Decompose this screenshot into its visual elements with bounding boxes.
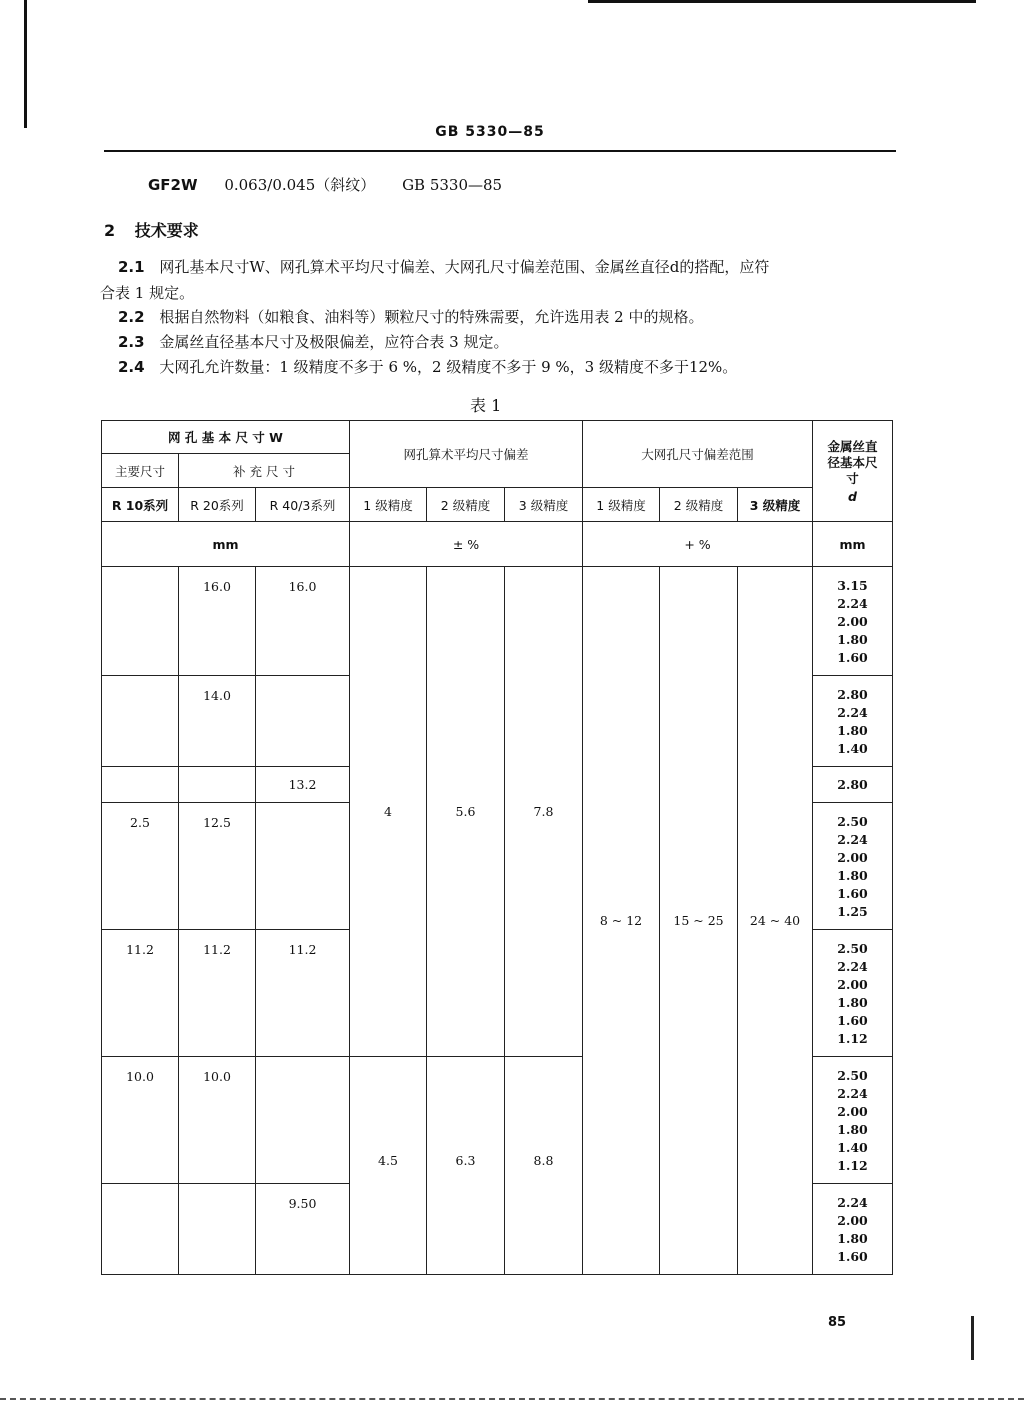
unit-plus-minus-percent: ± % — [350, 522, 583, 567]
wire-value: 2.24 — [837, 1086, 868, 1101]
wire-value: 2.24 — [837, 959, 868, 974]
running-header: GB 5330—85 — [435, 124, 545, 140]
clause-2-3 — [118, 331, 508, 352]
designation-line — [148, 174, 502, 195]
scan-edge-bottom — [0, 1398, 1024, 1402]
wire-value: 2.80 — [837, 777, 868, 792]
wire-value: 2.80 — [837, 687, 868, 702]
wire-value: 2.24 — [837, 832, 868, 847]
mean-g2-group2-value: 6.3 — [455, 1153, 476, 1168]
cell-r20: 16.0 — [179, 567, 256, 676]
cell-r10 — [102, 767, 179, 803]
mean-g1-group2-value: 4.5 — [378, 1153, 398, 1168]
clause-number: 2.3 — [118, 333, 145, 351]
header-r40-series: R 40/3系列 — [256, 488, 350, 522]
wire-value: 2.50 — [837, 941, 868, 956]
table-1 — [101, 420, 893, 1275]
cell-r20: 11.2 — [179, 930, 256, 1057]
clause-text: 金属丝直径基本尺寸及极限偏差，应符合表 3 规定。 — [159, 333, 509, 351]
cell-large-g1: 8 ~ 12 — [583, 567, 660, 1275]
cell-wire-list — [813, 1057, 893, 1184]
cell-mean-g1-group2 — [350, 1057, 427, 1275]
header-rule — [104, 150, 896, 152]
header-mean-grade-3: 3 级精度 — [505, 488, 583, 522]
wire-value: 2.24 — [837, 1195, 868, 1210]
header-wire-diameter — [813, 421, 893, 522]
wire-value: 2.00 — [837, 1213, 868, 1228]
wire-value: 1.40 — [837, 1140, 868, 1155]
clause-text: 根据自然物料（如粮食、油料等）颗粒尺寸的特殊需要，允许选用表 2 中的规格。 — [159, 308, 704, 326]
cell-r40: 11.2 — [256, 930, 350, 1057]
header-large-grade-1: 1 级精度 — [583, 488, 660, 522]
table-row — [102, 567, 893, 676]
clause-2-2 — [118, 306, 703, 327]
cell-r20: 12.5 — [179, 803, 256, 930]
designation-code: GF2W — [148, 176, 198, 194]
cell-r20 — [179, 1184, 256, 1275]
cell-r10: 2.5 — [102, 803, 179, 930]
wire-value: 1.60 — [837, 1249, 868, 1264]
wire-value: 1.12 — [837, 1031, 868, 1046]
cell-r10 — [102, 567, 179, 676]
header-wire-diameter-label: 金属丝直径基本尺寸 — [827, 438, 878, 486]
wire-value: 2.50 — [837, 1068, 868, 1083]
header-large-grade-3: 3 级精度 — [738, 488, 813, 522]
wire-value: 1.40 — [837, 741, 868, 756]
cell-r20: 14.0 — [179, 676, 256, 767]
cell-r40 — [256, 1057, 350, 1184]
cell-wire-list — [813, 676, 893, 767]
cell-wire-list — [813, 1184, 893, 1275]
clause-2-1 — [118, 256, 769, 277]
wire-value: 1.60 — [837, 886, 868, 901]
header-aperture-size: 网 孔 基 本 尺 寸 W — [102, 421, 350, 454]
header-mean-grade-2: 2 级精度 — [427, 488, 505, 522]
wire-value: 3.15 — [837, 578, 868, 593]
wire-value: 1.80 — [837, 995, 868, 1010]
clause-number: 2.1 — [118, 258, 145, 276]
clause-2-1-continued: 合表 1 规定。 — [100, 284, 195, 302]
header-r20-series: R 20系列 — [179, 488, 256, 522]
header-mean-grade-1: 1 级精度 — [350, 488, 427, 522]
header-large-grade-2: 2 级精度 — [660, 488, 738, 522]
wire-value: 1.60 — [837, 1013, 868, 1028]
clause-text: 网孔基本尺寸W、网孔算术平均尺寸偏差、大网孔尺寸偏差范围、金属丝直径d的搭配，应符 — [159, 258, 770, 276]
wire-value: 1.80 — [837, 868, 868, 883]
cell-r40 — [256, 803, 350, 930]
cell-mean-g3-group1: 7.8 — [505, 567, 583, 1057]
unit-mm-wire: mm — [813, 522, 893, 567]
cell-r40: 13.2 — [256, 767, 350, 803]
wire-value: 2.24 — [837, 596, 868, 611]
wire-value: 2.00 — [837, 614, 868, 629]
designation-standard: GB 5330—85 — [402, 176, 503, 194]
cell-wire-list — [813, 930, 893, 1057]
wire-value: 1.80 — [837, 723, 868, 738]
unit-mm: mm — [102, 522, 350, 567]
scan-edge-right — [971, 1316, 974, 1360]
cell-r10 — [102, 1184, 179, 1275]
cell-r40 — [256, 676, 350, 767]
header-supplementary-size: 补 充 尺 寸 — [179, 454, 350, 488]
cell-mean-g1-group1: 4 — [350, 567, 427, 1057]
section-title: 技术要求 — [134, 221, 199, 240]
wire-value: 1.12 — [837, 1158, 868, 1173]
mean-g3-group2-value: 8.8 — [533, 1153, 554, 1168]
wire-value: 1.25 — [837, 904, 868, 919]
clause-number: 2.4 — [118, 358, 145, 376]
wire-value: 2.24 — [837, 705, 868, 720]
cell-large-g3: 24 ~ 40 — [738, 567, 813, 1275]
cell-r10 — [102, 676, 179, 767]
unit-plus-percent: + % — [583, 522, 813, 567]
header-large-aperture-deviation: 大网孔尺寸偏差范围 — [583, 421, 813, 488]
designation-size: 0.063/0.045（斜纹） — [224, 176, 376, 194]
wire-value: 1.80 — [837, 1231, 868, 1246]
cell-wire-list — [813, 567, 893, 676]
header-wire-symbol: d — [848, 488, 857, 504]
cell-r10: 10.0 — [102, 1057, 179, 1184]
wire-value: 2.00 — [837, 1104, 868, 1119]
header-main-size: 主要尺寸 — [102, 454, 179, 488]
scan-edge-top — [588, 0, 976, 3]
cell-mean-g3-group2 — [505, 1057, 583, 1275]
header-r10-series: R 10系列 — [102, 488, 179, 522]
scan-edge-left — [24, 0, 27, 128]
section-heading — [104, 218, 199, 241]
wire-value: 1.60 — [837, 650, 868, 665]
cell-r40: 16.0 — [256, 567, 350, 676]
cell-r20: 10.0 — [179, 1057, 256, 1184]
cell-mean-g2-group1: 5.6 — [427, 567, 505, 1057]
section-number: 2 — [104, 221, 116, 240]
cell-r20 — [179, 767, 256, 803]
cell-r10: 11.2 — [102, 930, 179, 1057]
clause-2-4 — [118, 356, 737, 377]
cell-wire-list — [813, 803, 893, 930]
wire-value: 2.00 — [837, 850, 868, 865]
cell-wire-list — [813, 767, 893, 803]
wire-value: 1.80 — [837, 632, 868, 647]
wire-value: 2.50 — [837, 814, 868, 829]
clause-number: 2.2 — [118, 308, 145, 326]
clause-text: 大网孔允许数量：1 级精度不多于 6 %，2 级精度不多于 9 %，3 级精度不多于12%。 — [159, 358, 738, 376]
wire-value: 2.00 — [837, 977, 868, 992]
header-mean-deviation: 网孔算术平均尺寸偏差 — [350, 421, 583, 488]
cell-large-g2: 15 ~ 25 — [660, 567, 738, 1275]
table-caption: 表 1 — [470, 396, 502, 415]
cell-mean-g2-group2 — [427, 1057, 505, 1275]
cell-r40: 9.50 — [256, 1184, 350, 1275]
page-number: 85 — [828, 1315, 847, 1330]
wire-value: 1.80 — [837, 1122, 868, 1137]
